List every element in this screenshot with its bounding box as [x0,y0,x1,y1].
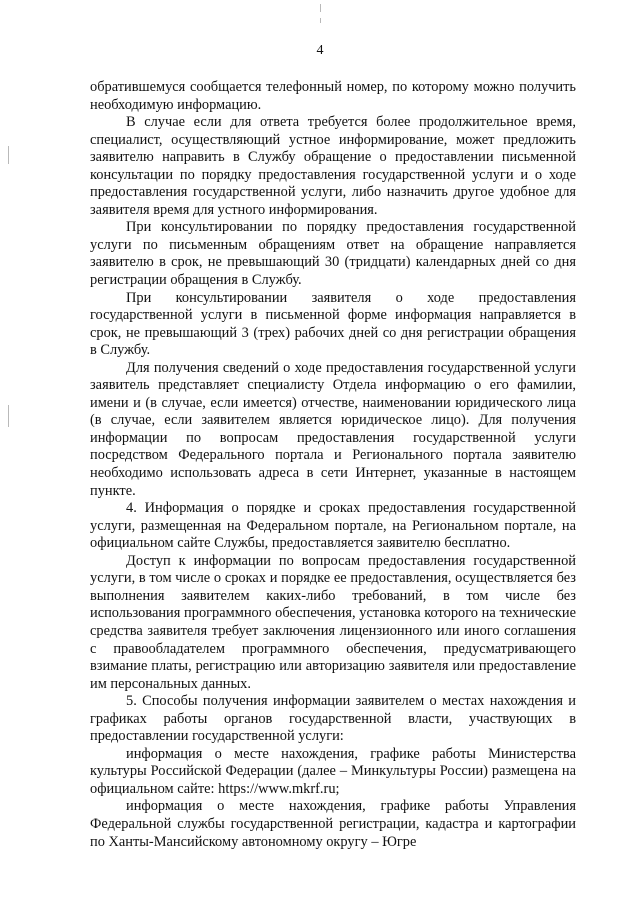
scan-mark [320,18,321,23]
paragraph-section-5: 5. Способы получения информации заявителем о местах нахождения и графиках работы органов государственной власти, участвующих в предоставлении государственной услуги: [90,693,576,745]
paragraph-ministry-info: информация о месте нахождения, графике работы Министерства культуры Российской Федерации (далее – Минкультуры России) размещена на официальном сайте: https://www.mkrf.ru; [90,745,576,797]
scan-mark [8,405,9,427]
paragraph-access: Доступ к информации по вопросам предоставления государственной услуги, в том числе о сроках и порядке ее предоставления, осуществляется без выполнения заявителем каких-либо требований, в том числе без использования программного обеспечения, установка которого на технические средства заявителя требует заключения лицензионного или иного соглашения с правообладателем программного обеспечения, предусматривающего взимание платы, регистрацию или авторизацию заявителя или предоставление им персональных данных. [90,552,576,692]
scan-mark [8,146,9,164]
paragraph-continuation: обратившемуся сообщается телефонный номер, по которому можно получить необходимую информацию. [90,79,576,113]
paragraph-progress-response: При консультировании заявителя о ходе предоставления государственной услуги в письменной форме информация направляется в срок, не превышающий 3 (трех) рабочих дней со дня регистрации обращения в Службу. [90,289,576,359]
paragraph-extended-time: В случае если для ответа требуется более продолжительное время, специалист, осуществляющий устное информирование, может предложить заявителю направить в Службу обращение о предоставлении письменной консультации по порядку предоставления государственной услуги и о ходе предоставления государственной услуги, либо назначить другое удобное для заявителя время для устного информирования. [90,114,576,218]
page-number: 4 [316,43,324,58]
scan-mark [320,4,321,12]
document-body [90,79,576,851]
paragraph-written-response: При консультировании по порядку предоставления государственной услуги по письменным обращениям ответ на обращение направляется заявителю в срок, не превышающий 30 (тридцати) календарных дней со дня регистрации обращения в Службу. [90,219,576,289]
paragraph-registry-info: информация о месте нахождения, графике работы Управления Федеральной службы государственной регистрации, кадастра и картографии по Ханты-Мансийскому автономному округу – Югре [90,798,576,850]
paragraph-progress-info: Для получения сведений о ходе предоставления государственной услуги заявитель представляет специалисту Отдела информацию о его фамилии, имени и (в случае, если имеется) отчестве, наименовании юридического лица (в случае, если заявителем является юридическое лицо). Для получения информации по вопросам предоставления государственной услуги посредством Федерального портала и Регионального портала заявителю необходимо использовать адреса в сети Интернет, указанные в настоящем пункте. [90,359,576,499]
paragraph-section-4: 4. Информация о порядке и сроках предоставления государственной услуги, размещенная на Федеральном портале, на Региональном портале, на официальном сайте Службы, предоставляется заявителю бесплатно. [90,500,576,552]
